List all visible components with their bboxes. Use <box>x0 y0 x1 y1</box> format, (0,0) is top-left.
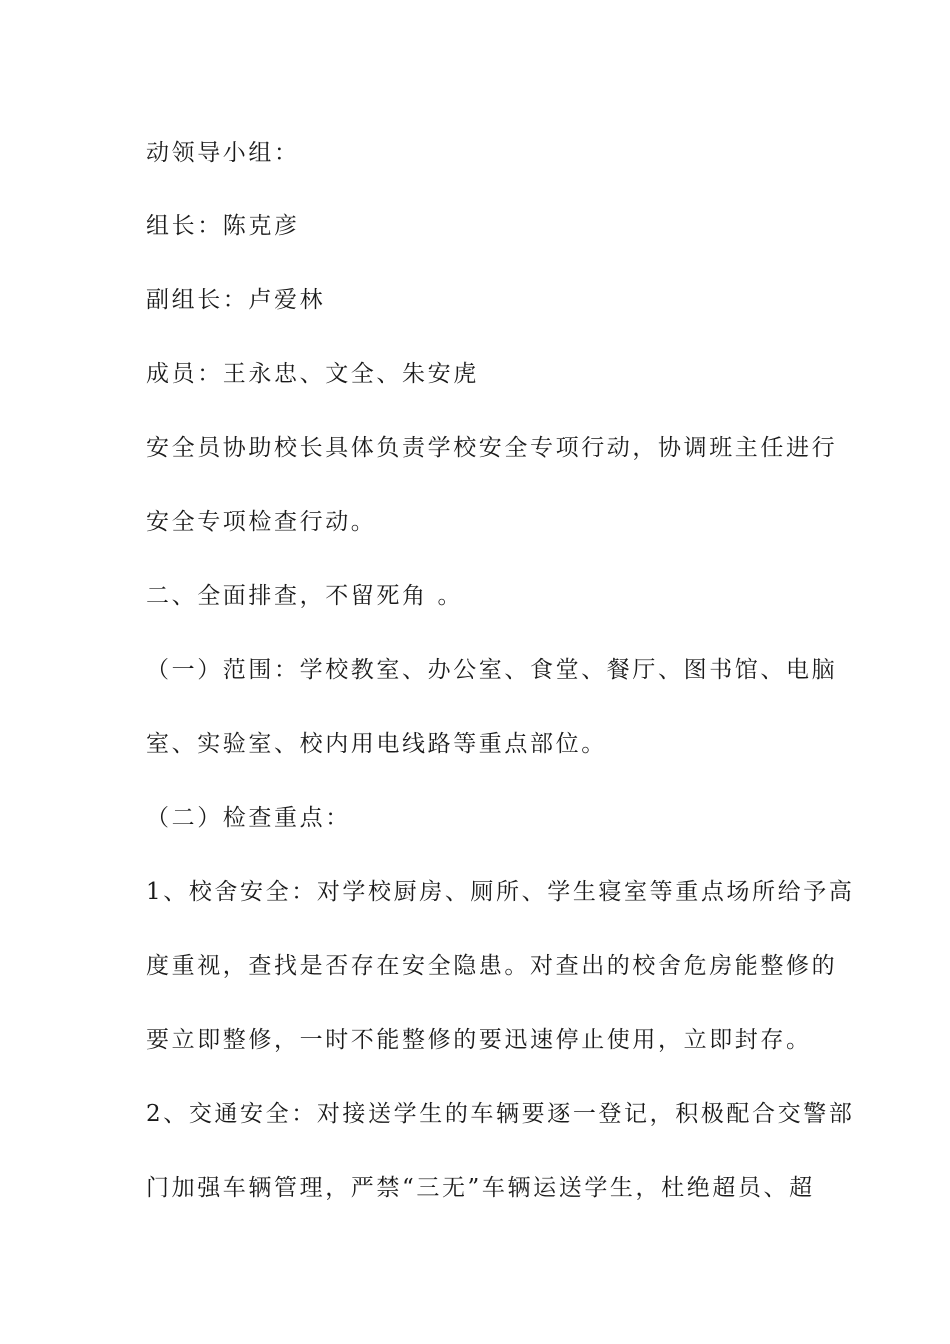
text-line-safety-officer: 安全员协助校长具体负责学校安全专项行动，协调班主任进行 <box>146 435 838 461</box>
text-line-building-safety-cont: 度重视，查找是否存在安全隐患。对查出的校舍危房能整修的 <box>146 953 838 979</box>
text-line-scope: （一）范围：学校教室、办公室、食堂、餐厅、图书馆、电脑 <box>146 657 838 683</box>
text-line-leader: 组长：陈克彦 <box>146 213 300 239</box>
text-line-traffic-safety: 2、交通安全：对接送学生的车辆要逐一登记，积极配合交警部 <box>146 1101 855 1127</box>
text-line-safety-officer-cont: 安全专项检查行动。 <box>146 509 377 535</box>
section-heading-inspection: 二、全面排查，不留死角 。 <box>146 583 464 609</box>
text-line-building-safety-cont2: 要立即整修，一时不能整修的要迅速停止使用，立即封存。 <box>146 1027 812 1053</box>
text-line-building-safety: 1、校舍安全：对学校厨房、厕所、学生寝室等重点场所给予高 <box>146 879 855 905</box>
text-line-traffic-safety-cont: 门加强车辆管理，严禁“三无”车辆运送学生，杜绝超员、超 <box>146 1175 815 1201</box>
subsection-heading-focus: （二）检查重点： <box>146 805 351 831</box>
text-line-deputy-leader: 副组长：卢爱林 <box>146 287 326 313</box>
text-line-group-heading: 动领导小组： <box>146 140 300 166</box>
text-line-scope-cont: 室、实验室、校内用电线路等重点部位。 <box>146 731 607 757</box>
text-line-members: 成员：王永忠、文全、朱安虎 <box>146 361 479 387</box>
